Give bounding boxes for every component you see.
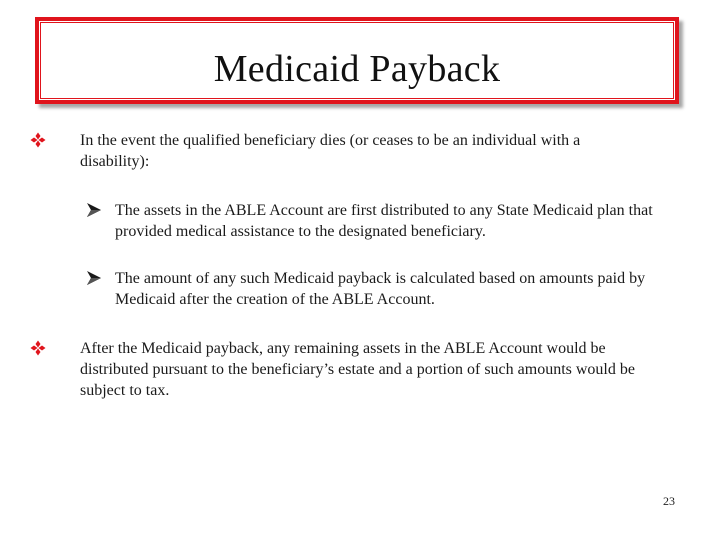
bullet-text: In the event the qualified beneficiary dies (or ceases to be an individual with a disability): [80,132,581,170]
arrow-bullet-icon [86,202,102,218]
sub-bullet-item-1 [86,200,686,242]
bullet-text: After the Medicaid payback, any remaining assets in the ABLE Account would be distributed pursuant to the beneficiary’s estate and a portion of such amounts would be subject to tax. [80,340,635,399]
arrow-bullet-icon [86,270,102,286]
sub-bullet-text: The amount of any such Medicaid payback is calculated based on amounts paid by Medicaid after the creation of the ABLE Account. [115,270,646,308]
sub-bullet-text: The assets in the ABLE Account are first distributed to any State Medicaid plan that provided medical assistance to the designated beneficiary. [115,202,653,240]
bullet-item-1 [30,130,650,172]
slide-title: Medicaid Payback [213,48,501,90]
sub-bullet-item-2 [86,268,686,310]
page-number: 23 [663,494,675,508]
bullet-item-2 [30,338,670,401]
title-box [35,17,679,104]
diamond-bullet-icon [30,132,46,148]
diamond-bullet-icon [30,340,46,356]
